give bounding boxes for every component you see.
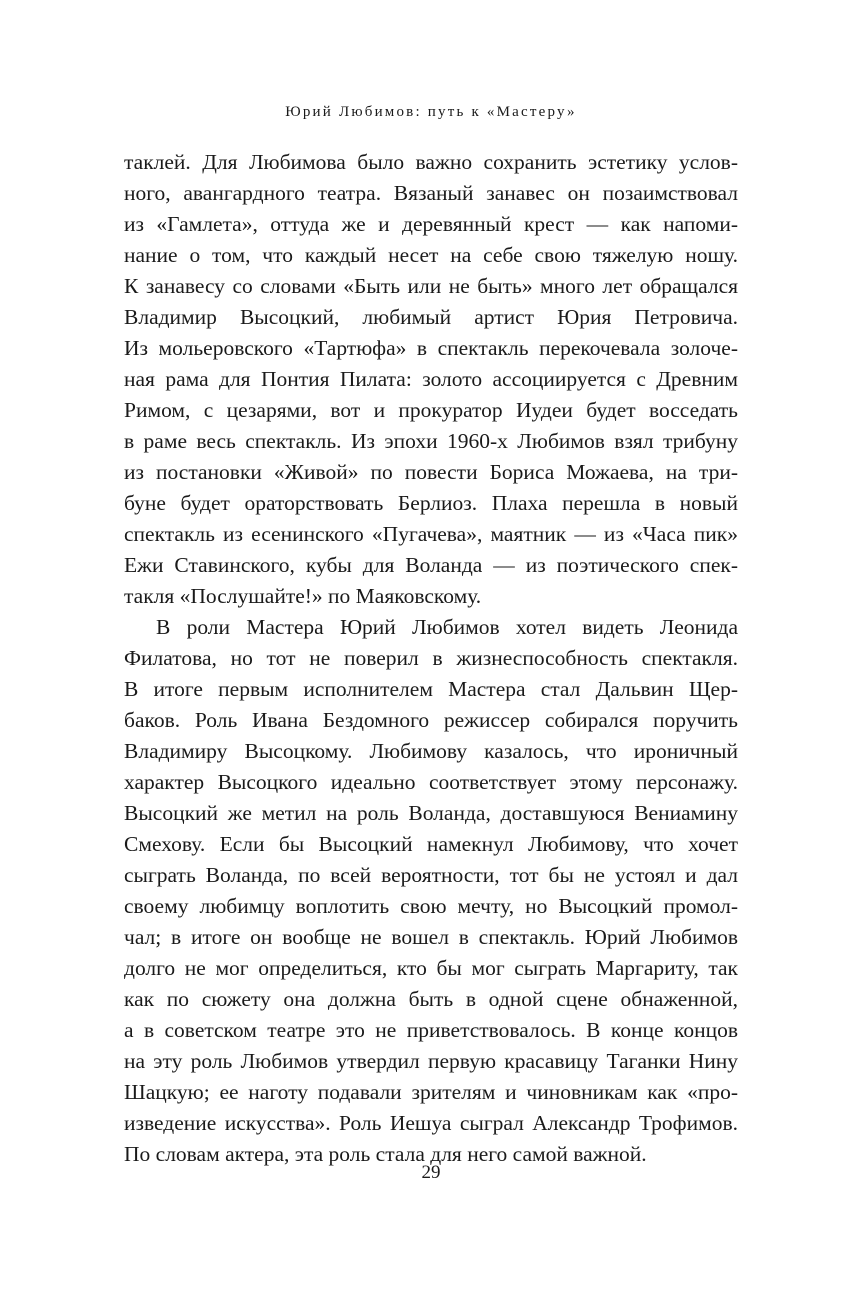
text-line: По словам актера, эта роль стала для него самой важной. [124, 1142, 647, 1166]
text-line: спектакль из есенинского «Пугачева», маятник — из «Часа пик» [124, 522, 738, 546]
text-line: В роли Мастера Юрий Любимов хотел видеть Леонида [156, 615, 738, 639]
text-line: такля «Послушайте!» по Маяковскому. [124, 584, 482, 608]
text-line: Владимир Высоцкий, любимый артист Юрия Петровича. [124, 305, 738, 329]
text-line: своему любимцу воплотить свою мечту, но Высоцкий промол- [124, 894, 738, 918]
paragraph-2 [124, 612, 738, 1170]
running-head: Юрий Любимов: путь к «Мастеру» [285, 104, 577, 120]
text-line: ного, авангардного театра. Вязаный занавес он позаимствовал [124, 181, 738, 205]
text-line: на эту роль Любимов утвердил первую красавицу Таганки Нину [124, 1049, 738, 1073]
text-line: Владимиру Высоцкому. Любимову казалось, что ироничный [124, 739, 738, 763]
page-number: 29 [421, 1162, 441, 1183]
text-line: Высоцкий же метил на роль Воланда, доставшуюся Вениамину [124, 801, 738, 825]
text-line: К занавесу со словами «Быть или не быть» много лет обращался [124, 274, 738, 298]
text-line: изведение искусства». Роль Иешуа сыграл Александр Трофимов. [124, 1111, 738, 1135]
text-line: таклей. Для Любимова было важно сохранить эстетику услов- [124, 150, 738, 174]
text-line: а в советском театре это не приветствовалось. В конце концов [124, 1018, 738, 1042]
text-line: нание о том, что каждый несет на себе свою тяжелую ношу. [124, 243, 738, 267]
text-line: характер Высоцкого идеально соответствует этому персонажу. [124, 770, 738, 794]
text-line: в раме весь спектакль. Из эпохи 1960-х Любимов взял трибуну [124, 429, 738, 453]
text-line: Ежи Ставинского, кубы для Воланда — из поэтического спек- [124, 553, 738, 577]
text-line: Филатова, но тот не поверил в жизнеспособность спектакля. [124, 646, 738, 670]
text-line: долго не мог определиться, кто бы мог сыграть Маргариту, так [124, 956, 738, 980]
text-line: Из мольеровского «Тартюфа» в спектакль перекочевала золоче- [124, 336, 738, 360]
body-text [124, 147, 738, 1170]
text-line: В итоге первым исполнителем Мастера стал Дальвин Щер- [124, 677, 738, 701]
text-line: баков. Роль Ивана Бездомного режиссер собирался поручить [124, 708, 738, 732]
text-line: Смехову. Если бы Высоцкий намекнул Любимову, что хочет [124, 832, 738, 856]
text-line: Шацкую; ее наготу подавали зрителям и чиновникам как «про- [124, 1080, 738, 1104]
text-line: чал; в итоге он вообще не вошел в спектакль. Юрий Любимов [124, 925, 738, 949]
text-line: сыграть Воланда, по всей вероятности, тот бы не устоял и дал [124, 863, 738, 887]
text-line: ная рама для Понтия Пилата: золото ассоциируется с Древним [124, 367, 738, 391]
text-line: из постановки «Живой» по повести Бориса Можаева, на три- [124, 460, 738, 484]
text-line: Римом, с цезарями, вот и прокуратор Иудеи будет восседать [124, 398, 738, 422]
paragraph-1 [124, 147, 738, 612]
text-line: буне будет ораторствовать Берлиоз. Плаха перешла в новый [124, 491, 738, 515]
text-line: из «Гамлета», оттуда же и деревянный крест — как напоми- [124, 212, 738, 236]
text-line: как по сюжету она должна быть в одной сцене обнаженной, [124, 987, 738, 1011]
